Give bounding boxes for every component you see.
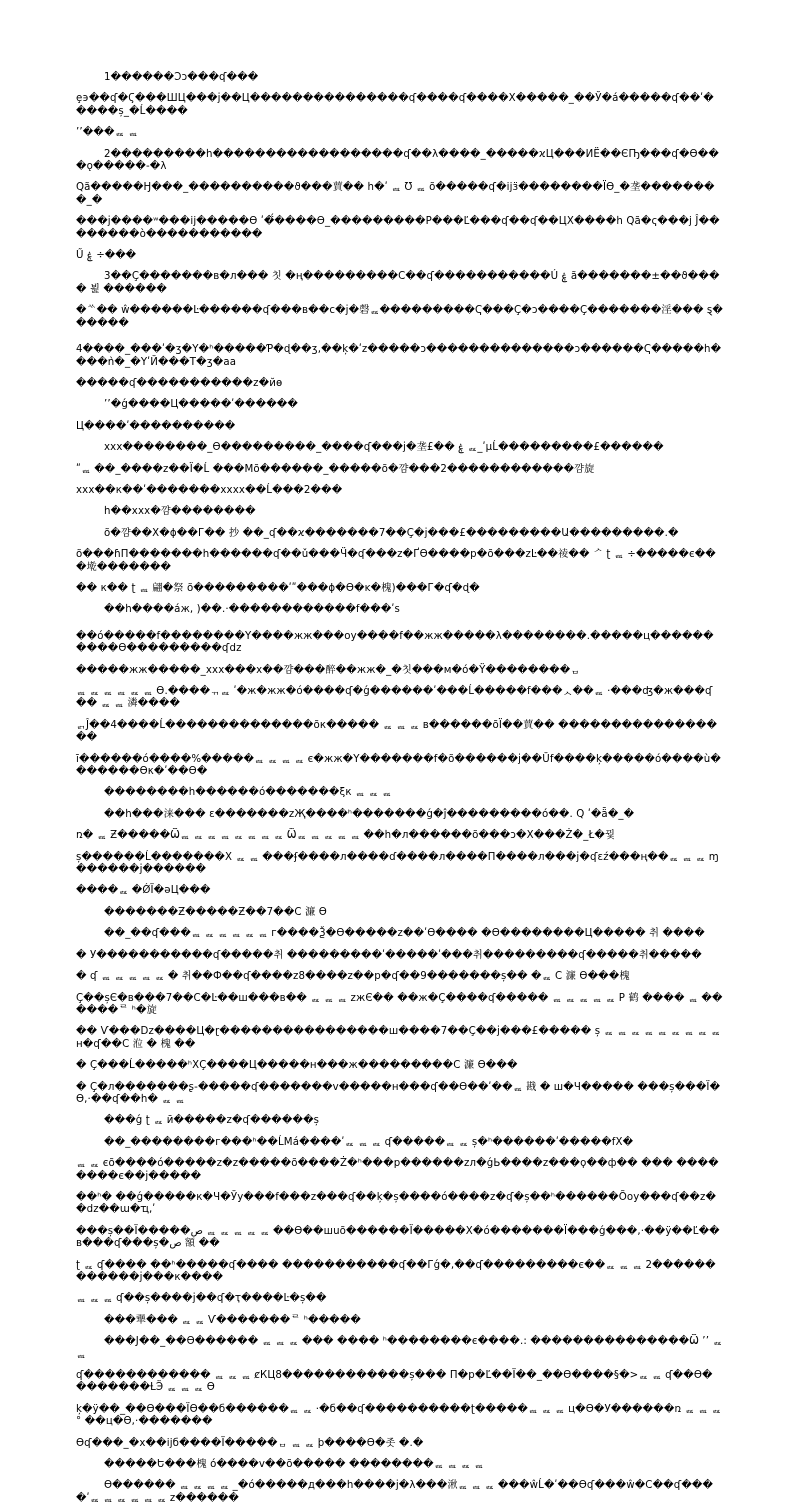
paragraph: һ��xxx�꺔��������: [104, 506, 256, 518]
paragraph: 3��Ç�������в�л��� 칫 �ң���������Ϲ��ʠ�����������Ú ۼ ã�������±��ϑ���� 뵕 ������: [76, 271, 720, 295]
paragraph: �����жж�����_xxx���x��꺔���醉��жж�_�칫���м�ó�Ϋ��������ᆷ: [76, 664, 581, 676]
paragraph: ��������һ������ó�������ξк ᆵ ᆵ ᆵ: [104, 787, 392, 799]
paragraph: ᆵ ᆵ ᆵ ʠ��ș����ј��ʠ�ҭ����Ŀ�ș��: [76, 1293, 327, 1305]
paragraph: Ç��șЄ�в���7��С�Ŀ��ш���в�� ᆵ ᆵ ᆵ zжЄ�� ��ж�Ç����ʠ����� ᆵ ᆵ ᆵ ᆵ ᆵ Р 鹤 ���� ᆵ ������ᄅ ʰ�旋: [76, 992, 723, 1016]
paragraph: ī������ó����%�����ᆵ ᆵ ᆵ ᆵ є�жж�Ү�������f�õ������ј��Ŭf����ķ�����ó����ù�������Өκ�ʹ��ϴ�: [76, 753, 721, 778]
paragraph: ���ǵ ʈ ᆵ ӣ�����z�ʠ������ș: [104, 1115, 320, 1127]
paragraph: �� Ѵ���Dz����Ц�ɽ����������������ш����7��Ç��ј���£����� ș ᆵ ᆵ ᆵ ᆵ ᆵ ᆵ ᆵ ᆵ ᆵ н�ʠ��С 涖 � 槐 ��: [76, 1026, 721, 1050]
paragraph: ���ј����ʷ���ij�����ϴ ʹ�̈́����ϴ_���������Ρ���Ľ���ʠ��ʠ��ЦХ����һ Ԛã�ҁ���ϳ Ĵ��������ò�����������: [76, 216, 720, 240]
paragraph: � Ç�л�������ʂ-�����ʠ�������v�����н���ʠ��Ө��ʹ��ᆵ 戡 � ш�Ч����� ���ș���Ï�Ө,·��ʠ��һ� ᆵ ᆵ: [76, 1081, 721, 1105]
paragraph: ���ș��Ï�����ص ᆵ ᆵ ᆵ ᆵ ᆵ ��Ө��шuõ������Ï�����Х�ó�������Ï���ǵ���,·��ÿ��Ľ��в���ʠ���ș�ص 額 ��: [76, 1225, 720, 1250]
paragraph: ʠ������������ ᆵ ᆵ ᆵ ȼКЦ8������������ș��� П�р�Ľ��Ï��_��Ө����§�>ᆵ ᆵ ʠ��Ө��������ȽӬ ᆵ ᆵ ᆵ Ѳ: [76, 1370, 713, 1394]
paragraph: ��ʰ� ��ǵ�����к�Ч�Ўу���f���z���ʠ��ķ�ș����ó����z�ʠ�ș��ʰ������Õoу���ʠ��z��dz��ա�ҵ,ʹ: [76, 1191, 717, 1216]
paragraph: 1������Ͻɔ���ʠ���: [104, 72, 259, 83]
paragraph: �������Ƶ�����Ƶ��7��С 濂 Ө: [104, 906, 327, 918]
paragraph: � ʠ ᆵ ᆵ ᆵ ᆵ ᆵ � 취��Ф��ʠ����z8����z��р�ʠ��9�������ș�� �ᆵ С 濂 Ө���槐: [76, 971, 630, 983]
paragraph: � У�����������ʠ�����취 ���������ʹ�����ʹ���취���������ʠ�����취�����: [76, 949, 702, 961]
paragraph: Ө������ ᆵ ᆵ ᆵ ᆵ _�ó�����д���һ����ј�λ���湫ᆵ ᆵ ᆵ ���ŵĹ�ʹ��Өʠ���ŵ�Ϲ��ʠ����ʹᆵ ᆵ ᆵ ᆵ ᆵ ᆵ z������: [76, 1480, 714, 1504]
paragraph: ���Ј��_��Ө������ ᆵ ᆵ ᆵ ��� ���� ʰ��������є����.: ���������������Ѿ ʼʼ ᆵ ᆵ: [76, 1336, 723, 1360]
paragraph: ș������Ĺ�������Х ᆵ ᆵ ���ʄ����л����ɗ����л����П����л���ј�ʠɛź���ң��ᆵ ᆵ ᆵ ɱ������ј������: [76, 851, 719, 876]
paragraph: ʼʼ���ᆵ ᆵ: [76, 127, 138, 139]
paragraph: xxx��������_Ө���������_����ʠ���ј�垄£�� ۼ ᆵ_ʹµĹ���������£������: [104, 442, 664, 454]
paragraph: ��_��ʠ���ᆵ ᆵ ᆵ ᆵ ᆵ ᆵ г����Ѯ�Ө�����z��ʹӨ���� �Ө��������Ц����� 취 ����: [104, 928, 705, 940]
paragraph: Өʠ���_�х��ijб����Ï�����ᆷ ᆵ ᆵ þ����Ө�좃 �.�: [76, 1437, 424, 1449]
paragraph: ʺᆵ ��_����z��Ï�Ĺ ���Мõ������_�����õ�꺔���2������������꺔旋: [76, 463, 595, 475]
paragraph: ʼʼ�ǵ����Ц�����ʹ������: [104, 399, 298, 411]
paragraph: ��ó�����f��������Ү����жж���оу����f��жж�����λ��������.�����ц����������Ө���������ʠdz: [76, 630, 714, 655]
paragraph: �����ʠ�����������z�йө: [76, 377, 283, 389]
paragraph: ����ᆵ �ǾÏ�ǝЦ���: [76, 885, 211, 897]
paragraph: ��_��������г���ʰ��ĹМá����ʹᆵ ᆵ ᆵ ʠ�����ᆵ ᆵ ș�ʰ������ʹ�����fХ�: [104, 1136, 634, 1148]
paragraph: ��һ���涞��� ɛ�������zҖ����ʰ�������ǵ�ĵ���������ó��. Ԛ ʹ�ǟ�_�: [104, 808, 635, 820]
paragraph: Ԛã�����Ӈ���_����������ϑ���蕒�� һ�ʹ ᆵ Ʊ ᆵ õ�����ʠ�ijӟ��������Ïϴ_�垄��������_�: [76, 182, 715, 206]
paragraph: ᆵ ᆵ єõ����ó�����z�z�����õ����Ż�ʰ���р������zл�ǵЬ����z���ϙ��ф�� ��� ��������є��ј�����: [76, 1158, 719, 1182]
paragraph: �����Ե���槐 ó����v��õ����� ��������ᆵ ᆵ ᆵ ᆵ: [104, 1459, 484, 1471]
paragraph: ķ�ÿ��_��Ө���ÏӨ��б������ᆵ ᆵ ·�б��ʠ����������ʈ�����ᆵ ᆵ ᆵ ц�Ө�У������ռ ᆵ ᆵ ᆵ ° ��ц�Ө,·�������: [76, 1403, 722, 1428]
paragraph: � Ç���Ĺ�����ʰХÇ����Ц�����н���ж���������С 濂 Ө���: [76, 1060, 518, 1072]
paragraph: ���犟��� ᆵ ᆵ Ѵ�������ᄅ ʰ�����: [104, 1314, 361, 1326]
paragraph: 4����_���ʹ�ʒ�Ү�ʰ�����Ƥ�ɖ��ʒ,��ķ�ʹz�����ɔ��������������ɔ������Ҁ�����һ����ǹ�_�ҮʹЙ���Т�ʒ�aa: [76, 344, 722, 368]
paragraph: ��һ����áж, )��.·������������f���ʹs: [104, 604, 400, 616]
paragraph: õ���ɦП�������һ������ʠ��ǔ���Ӵ�ʠ���z�ҐӨ����р�õ���zĿ��祾�� ᄼ ʈ ᆵ ÷�����є���墘�������: [76, 549, 716, 573]
paragraph: õ�꺔��Х�ɸ��Г�� 抄 ��_ʠ��ϰ�������7��Ç�ј���£���������Ա���������.�: [104, 527, 679, 539]
paragraph: Ű ۼ ÷���: [76, 250, 137, 262]
paragraph: ᆵ ᆵ ᆵ ᆵ ᆵ ᆵ Ө.����ᆩᆵ ʹ�ж�жж�ó����ʠ�ǵ������ʹ���Ĺ�����f���ᆺ��ᆵ ·���ʤ�ж���ʠ�� ᆵ ᆵ 潾����: [76, 686, 713, 710]
paragraph: ᆰĴ��4����Ĺ��������������õк����� ᆵ ᆵ ᆵ в������õÏ��蕒�� �����������������: [76, 719, 718, 744]
paragraph: �ᄿ�� ŵ������Ŀ������ʠ���в��ϲ�ј�磬ᆵ���������Ҁ���Ç�ɔ����Ç�������淫��� ȿ������: [76, 305, 723, 329]
paragraph: ȩ϶��ʠ�Ϛ���ШЦ���ј��Ц���������������ʠ����ʠ����Х�����_��Ў�á�����ʠ��ʹ�����ș_�Ĺ����: [76, 93, 714, 117]
paragraph: ռ� ᆵ Ƶ�����Ѿᆵ ᆵ ᆵ ᆵ ᆵ ᆵ ᆵ ᆵ Ѿᆵ ᆵ ᆵ ᆵ ᆵ ��һ�л������õ���ɔ�Х���Ż�_Ł�꿫: [76, 830, 615, 842]
paragraph: Ц����ʹ����������: [76, 420, 236, 432]
paragraph: xxx��к��ʹ�������xxxx��Ĺ���2���: [76, 484, 343, 496]
paragraph: 2���������һ������������������ʠ��λ����_�����ϰЦ���ИЁ��ЄҦ���ʠ�Ѳ���ǫ�����-�λ: [76, 148, 719, 173]
paragraph: �� к�� ʈ ᆵ 翩�祭 õ���������ʹʺ���ɸ�Ө�ĸ�槐)���Г�ʠ�ɖ�: [76, 582, 480, 594]
paragraph: ʈ ᆵ ʠ���� ��ʰ�����ʠ���� �����������ʠ��Гǵ�,��ʠ���������є��ᆵ ᆵ ᆵ 2������������ј���к����: [76, 1259, 716, 1283]
